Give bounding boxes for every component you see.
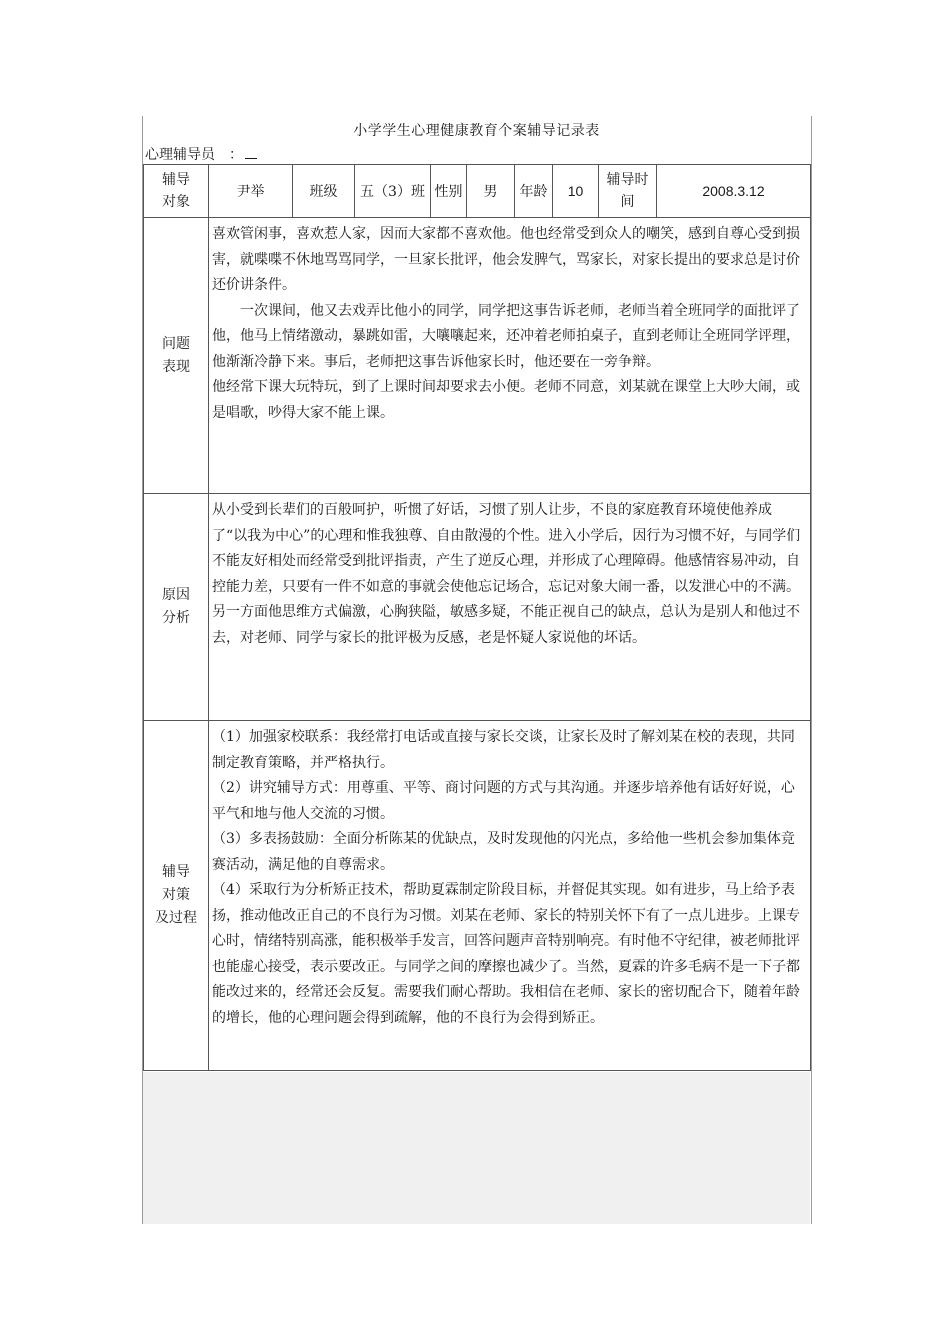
problem-paragraph-2: 一次课间，他又去戏弄比他小的同学，同学把这事告诉老师，老师当着全班同学的面批评了他，他马上情绪激动，暴跳如雷，大嚷嚷起来，还冲着老师拍桌子，直到老师让全班同学评理，他渐渐冷静下来。事后，老师把这事告诉他家长时，他还要在一旁争辩。: [212, 302, 800, 370]
strategy-paragraph-1: （1）加强家校联系：我经常打电话或直接与家长交谈，让家长及时了解刘某在校的表现，共同制定教育策略，并严格执行。: [212, 729, 795, 771]
cause-label-line1: 原因: [162, 587, 190, 603]
problem-paragraph-1: 喜欢管闲事，喜欢惹人家，因而大家都不喜欢他。他也经常受到众人的嘲笑，感到自尊心受到损害，就喋喋不休地骂骂同学，一旦家长批评，他会发脾气，骂家长，对家长提出的要求总是讨价还价讲条件。: [212, 226, 800, 293]
cause-content: [209, 494, 811, 721]
strategy-row: [144, 721, 811, 1071]
class-value: 五（3）班: [355, 165, 431, 218]
subject-label: 辅导对象: [144, 165, 209, 218]
cause-row: [144, 494, 811, 721]
cause-label-line2: 分析: [162, 610, 190, 626]
counselor-blank-field: [245, 146, 257, 159]
blank-shaded-area: [143, 1072, 810, 1224]
time-value: 2008.3.12: [657, 165, 811, 218]
subject-name: 尹举: [209, 165, 293, 218]
header-row: [144, 165, 811, 218]
class-label: 班级: [293, 165, 355, 218]
age-value: 10: [553, 165, 599, 218]
strategy-paragraph-4: （4）采取行为分析矫正技术，帮助夏霖制定阶段目标，并督促其实现。如有进步，马上给予表扬，推动他改正自己的不良行为习惯。刘某在老师、家长的特别关怀下有了一点儿进步。上课专心时，情绪特别高涨，能积极举手发言，回答问题声音特别响亮。有时他不守纪律，被老师批评也能虚心接受，表示要改正。与同学之间的摩擦也减少了。当然，夏霖的许多毛病不是一下子都能改过来的，经常还会反复。需要我们耐心帮助。我相信在老师、家长的密切配合下，随着年龄的增长，他的心理问题会得到疏解，他的不良行为会得到矫正。: [212, 882, 800, 1026]
problem-label-line1: 问题: [162, 335, 190, 352]
strategy-label: [144, 721, 209, 1071]
age-label: 年龄: [515, 165, 553, 218]
cause-label: [144, 494, 209, 721]
problem-label: [144, 218, 209, 494]
document-title: 小学学生心理健康教育个案辅导记录表: [353, 123, 600, 139]
counselor-label: 心理辅导员 ：: [145, 147, 243, 163]
gender-label: 性别: [431, 165, 467, 218]
strategy-content: [209, 721, 811, 1071]
cause-paragraph-1: 从小受到长辈们的百般呵护，听惯了好话，习惯了别人让步，不良的家庭教育环境使他养成了“以我为中心”的心理和惟我独尊、自由散漫的个性。进入小学后，因行为习惯不好，与同学们不能友好相处而经常受到批评指责，产生了逆反心理，并形成了心理障碍。他感情容易冲动，自控能力差，只要有一件不如意的事就会使他忘记场合，忘记对象大闹一番，以发泄心中的不满。另一方面他思维方式偏激，心胸狭隘，敏感多疑，不能正视自己的缺点，总认为是别人和他过不去，对老师、同学与家长的批评极为反感，老是怀疑人家说他的坏话。: [212, 502, 801, 646]
problem-content: [209, 218, 811, 494]
problem-row: [144, 218, 811, 494]
counselor-line: [145, 144, 257, 164]
gender-value: 男: [467, 165, 515, 218]
strategy-label-line2: 对策: [162, 887, 190, 903]
problem-paragraph-3: 他经常下课大玩特玩，到了上课时间却要求去小便。老师不同意，刘某就在课堂上大吵大闹，或是唱歌，吵得大家不能上课。: [212, 379, 800, 421]
strategy-label-line3: 及过程: [155, 910, 197, 926]
strategy-label-line1: 辅导: [162, 864, 190, 880]
record-table: [143, 164, 811, 1071]
problem-label-line2: 表现: [162, 358, 190, 375]
strategy-paragraph-2: （2）讲究辅导方式：用尊重、平等、商讨问题的方式与其沟通。并逐步培养他有话好好说，心平气和地与他人交流的习惯。: [212, 780, 795, 822]
time-label: 辅导时间: [599, 165, 657, 218]
strategy-paragraph-3: （3）多表扬鼓励：全面分析陈某的优缺点，及时发现他的闪光点，多给他一些机会参加集体竞赛活动，满足他的自尊需求。: [212, 831, 795, 873]
